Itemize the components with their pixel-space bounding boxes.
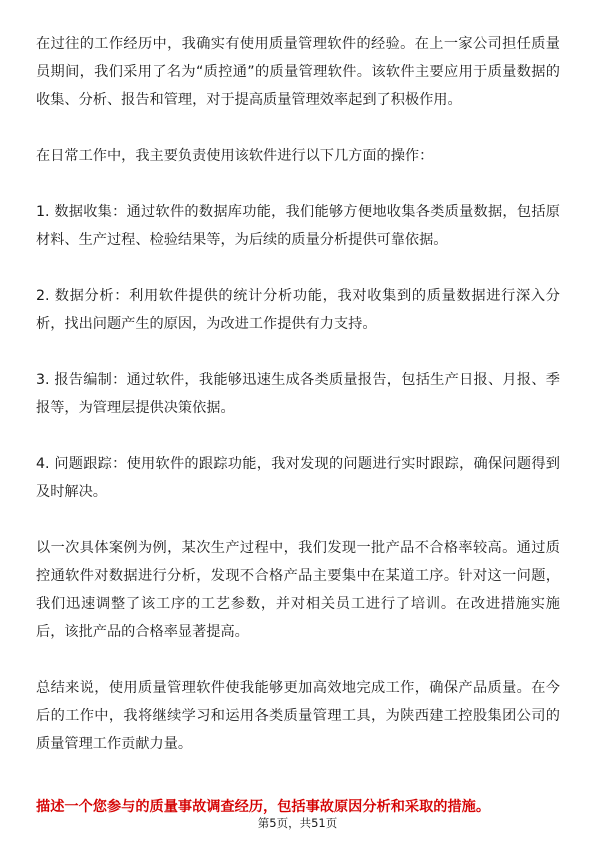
paragraph-item-1: 1. 数据收集：通过软件的数据库功能，我们能够方便地收集各类质量数据，包括原材料、生产过程、检验结果等，为后续的质量分析提供可靠依据。: [36, 204, 560, 248]
paragraph-intro: 在过往的工作经历中，我确实有使用质量管理软件的经验。在上一家公司担任质量员期间，我们采用了名为“质控通”的质量管理软件。该软件主要应用于质量数据的收集、分析、报告和管理，对于提高质量管理效率起到了积极作用。: [36, 36, 560, 108]
paragraph-item-4: 4. 问题跟踪：使用软件的跟踪功能，我对发现的问题进行实时跟踪，确保问题得到及时解决。: [36, 456, 560, 500]
paragraph-duties: 在日常工作中，我主要负责使用该软件进行以下几方面的操作：: [36, 148, 434, 164]
paragraph-item-2: 2. 数据分析：利用软件提供的统计分析功能，我对收集到的质量数据进行深入分析，找出问题产生的原因，为改进工作提供有力支持。: [36, 288, 560, 332]
paragraph-case: 以一次具体案例为例，某次生产过程中，我们发现一批产品不合格率较高。通过质控通软件对数据进行分析，发现不合格产品主要集中在某道工序。针对这一问题，我们迅速调整了该工序的工艺参数，并对相关员工进行了培训。在改进措施实施后，该批产品的合格率显著提高。: [36, 540, 560, 640]
answer-body: [36, 30, 560, 758]
page-number: 第5页，共51页: [257, 816, 338, 830]
paragraph-item-3: 3. 报告编制：通过软件，我能够迅速生成各类质量报告，包括生产日报、月报、季报等，为管理层提供决策依据。: [36, 372, 560, 416]
next-question: 描述一个您参与的质量事故调查经历，包括事故原因分析和采取的措施。: [36, 799, 491, 815]
paragraph-summary: 总结来说，使用质量管理软件使我能够更加高效地完成工作，确保产品质量。在今后的工作中，我将继续学习和运用各类质量管理工具，为陕西建工控股集团公司的质量管理工作贡献力量。: [36, 680, 560, 752]
